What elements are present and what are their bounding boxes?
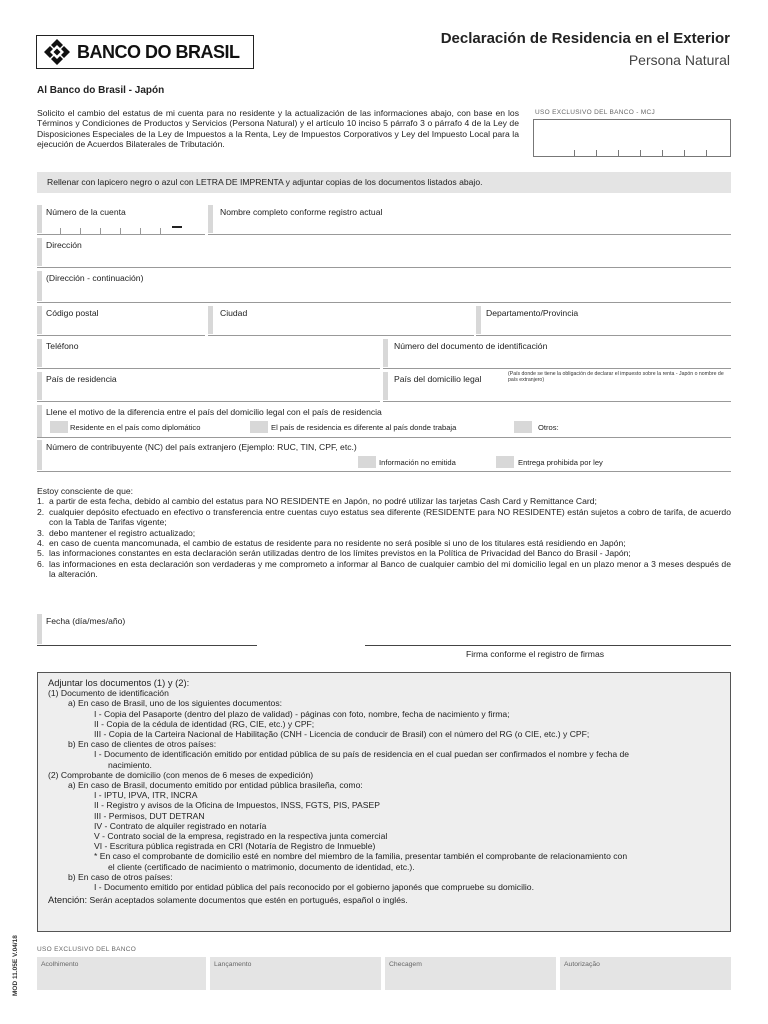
account-dash [172, 226, 182, 228]
doc-section-2a: a) En caso de Brasil, documento emitido por entidad pública brasileña, como: [68, 780, 363, 791]
field-marker [37, 405, 42, 437]
doc-section-2: (2) Comprobante de domicilio (con menos de 6 meses de expedición) [48, 769, 314, 780]
declaration-item: 6. las informaciones en esta declaración son verdaderas y me comprometo a informar al Banco de cualquier cambio del mi domicilio legal en un plazo menor a 3 meses después de la alteración. [37, 558, 731, 580]
documents-box [37, 672, 731, 932]
field-marker [37, 339, 42, 367]
reason-label: Llene el motivo de la diferencia entre el país del domicilio legal con el país de residencia [46, 407, 382, 417]
doc-item-cont: nacimiento. [108, 759, 152, 770]
tin-prohibited-label: Entrega prohibida por ley [518, 458, 603, 467]
form-code: MOD 11.05E V.04/18 [12, 935, 19, 996]
field-marker [37, 614, 42, 644]
account-number-label: Número de la cuenta [46, 207, 126, 217]
signature-label: Firma conforme el registro de firmas [466, 649, 605, 659]
legal-domicile-note: (País donde se tiene la obligación de declarar el impuesto sobre la renta - Japón o nombre de país extranjero) [508, 371, 724, 383]
field-marker [37, 306, 42, 334]
declaration-item: 3. debo mantener el registro actualizado; [37, 527, 196, 538]
doc-item: VI - Escritura pública registrada en CRI (Notaría de Registro de Inmueble) [94, 841, 376, 852]
bank-use-top-label: USO EXCLUSIVO DEL BANCO - MCJ [535, 109, 656, 116]
city-field[interactable] [208, 335, 474, 336]
address-field[interactable] [37, 267, 731, 268]
tin-prohibited-checkbox[interactable] [496, 456, 514, 468]
declaration-item: 4. en caso de cuenta mancomunada, el cambio de estatus de residente para no residente no será posible si uno de los titulares está residiendo en Japón; [37, 538, 626, 549]
phone-field[interactable] [37, 368, 380, 369]
doc-item: I - Copia del Pasaporte (dentro del plazo de validad) - páginas con foto, nombre, fecha de nacimiento y firma; [94, 708, 510, 719]
doc-item: III - Permisos, DUT DETRAN [94, 810, 205, 821]
attention-text: Serán aceptados solamente documentos que estén en portugués, español o inglés. [89, 895, 408, 906]
phone-label: Teléfono [46, 341, 79, 351]
doc-item: V - Contrato social de la empresa, registrado en la respectiva junta comercial [94, 831, 388, 842]
tin-label: Número de contribuyente (NC) del país extranjero (Ejemplo: RUC, TIN, CPF, etc.) [46, 442, 357, 452]
bank-use-cell-acolhimento[interactable]: Acolhimento [37, 957, 206, 990]
reason-diplomat-checkbox[interactable] [50, 421, 68, 433]
tin-field[interactable] [37, 471, 731, 472]
reason-diplomat-label: Residente en el país como diplomático [70, 423, 201, 432]
signature-field[interactable] [365, 645, 731, 646]
field-marker [383, 339, 388, 367]
form-title: Declaración de Residencia en el Exterior [440, 30, 730, 47]
doc-item: II - Registro y avisos de la Oficina de Impuestos, INSS, FGTS, PIS, PASEP [94, 800, 380, 811]
state-field[interactable] [476, 335, 731, 336]
id-number-label: Número del documento de identificación [394, 341, 548, 351]
tin-not-issued-checkbox[interactable] [358, 456, 376, 468]
full-name-field[interactable] [208, 234, 731, 235]
city-label: Ciudad [220, 308, 248, 318]
date-field[interactable] [37, 645, 257, 646]
field-marker [37, 238, 42, 266]
doc-section-2b: b) En caso de otros países: [68, 871, 173, 882]
doc-item: III - Copia de la Carteira Nacional de Habilitação (CNH - Licencia de conducir de Brasil) con el número del RG (o CIE, etc.) y CPF; [94, 729, 590, 740]
legal-domicile-field[interactable] [383, 401, 731, 402]
declaration-intro: Estoy consciente de que: [37, 486, 134, 496]
state-label: Departamento/Provincia [486, 308, 579, 318]
bank-use-cell-checagem[interactable]: Checagem [385, 957, 556, 990]
addressee: Al Banco do Brasil - Japón [37, 85, 165, 96]
reason-work-country-label: El país de residencia es diferente al país donde trabaja [271, 423, 457, 432]
id-number-field[interactable] [383, 368, 731, 369]
full-name-label: Nombre completo conforme registro actual [220, 207, 383, 217]
reason-field-line [37, 437, 731, 438]
form-subtitle: Persona Natural [628, 52, 730, 68]
field-marker [208, 306, 213, 334]
bank-use-cell-lancamento[interactable]: Lançamento [210, 957, 381, 990]
reason-other-checkbox[interactable] [514, 421, 532, 433]
doc-item: II - Copia de la cédula de identidad (RG, CIE, etc.) y CPF; [94, 718, 315, 729]
tin-not-issued-label: Información no emitida [379, 458, 456, 467]
doc-note: * En caso el comprobante de domicilio esté en nombre del miembro de la familia, presentar también el comprobante de relacionamiento con [94, 851, 628, 862]
address-label: Dirección [46, 240, 82, 250]
declaration [37, 486, 731, 580]
field-marker [383, 372, 388, 400]
residence-country-field[interactable] [37, 401, 380, 402]
declaration-item: 5. las informaciones constantes en esta declaración serán utilizadas dentro de los límites previstos en la Política de Privacidad del Banco do Brasil - Japón; [37, 548, 631, 559]
bank-logo-text: BANCO DO BRASIL [77, 41, 240, 62]
account-number-field[interactable] [37, 234, 205, 235]
residence-country-label: País de residencia [46, 374, 117, 384]
date-label: Fecha (día/mes/año) [46, 616, 126, 626]
documents-heading: Adjuntar los documentos (1) y (2): [48, 677, 190, 688]
address-cont-label: (Dirección - continuación) [46, 273, 144, 283]
field-marker [37, 271, 42, 301]
instructions-bar: Rellenar con lapicero negro o azul con LETRA DE IMPRENTA y adjuntar copias de los documentos listados abajo. [37, 172, 731, 193]
reason-other-label: Otros: [538, 423, 559, 432]
reason-work-country-checkbox[interactable] [250, 421, 268, 433]
postal-code-label: Código postal [46, 308, 99, 318]
bank-use-cell-autorizacao[interactable]: Autorização [560, 957, 731, 990]
field-marker [37, 440, 42, 470]
doc-section-1a: a) En caso de Brasil, uno de los siguientes documentos: [68, 698, 283, 709]
doc-item: I - Documento emitido por entidad pública del país reconocido por el gobierno japonés que compruebe su domicilio. [94, 882, 534, 893]
doc-item: I - Documento de identificación emitido por entidad pública de su país de residencia en el cual puedan ser confirmados el nombre y fecha de [94, 749, 630, 760]
bank-use-bottom-label: USO EXCLUSIVO DEL BANCO [37, 946, 137, 953]
field-marker [37, 372, 42, 400]
doc-note-cont: el cliente (certificado de nacimiento o matrimonio, documento de identidad, etc.). [108, 861, 415, 872]
legal-domicile-label: País del domicilio legal [394, 374, 482, 384]
declaration-item: 1. a partir de esta fecha, debido al cambio del estatus para NO RESIDENTE en Japón, no podré utilizar las tarjetas Cash Card y Remittance Card; [37, 496, 597, 507]
doc-item: I - IPTU, IPVA, ITR, INCRA [94, 790, 198, 801]
bank-logo-icon [43, 38, 71, 66]
field-marker [208, 205, 213, 233]
doc-section-1b: b) En caso de clientes de otros países: [68, 739, 217, 750]
attention-note [48, 895, 720, 905]
bank-use-top-box[interactable] [533, 119, 731, 157]
field-marker [37, 205, 42, 233]
intro-paragraph: Solicito el cambio del estatus de mi cuenta para no residente y la actualización de las informaciones abajo, con base en los Términos y Condiciones de Productos y Servicios (Persona Natural) y el artículo 10 inciso 5 párrafo 3 o párrafo 4 de la Ley de Disposiciones Especiales de la Ley de Impuestos a la Renta, Ley de Impuestos Corporativos y Ley del Impuesto Local para la ejecución de Acuerdos Bilaterales de Tributación. [37, 108, 519, 149]
doc-section-1: (1) Documento de identificación [48, 688, 169, 699]
postal-code-field[interactable] [37, 335, 205, 336]
field-marker [476, 306, 481, 334]
doc-item: IV - Contrato de alquiler registrado en notaría [94, 820, 267, 831]
attention-label: Atención: [48, 894, 88, 906]
declaration-item: 2. cualquier depósito efectuado en efectivo o transferencia entre cuentas cuyo estatus sea diferente (RESIDENTE para NO RESIDENTE) están sujetos a cobro de tarifa, de acuerdo con la Tabla de Tarifas vigente; [37, 506, 731, 528]
address-cont-field[interactable] [37, 302, 731, 303]
bank-logo [36, 35, 254, 69]
